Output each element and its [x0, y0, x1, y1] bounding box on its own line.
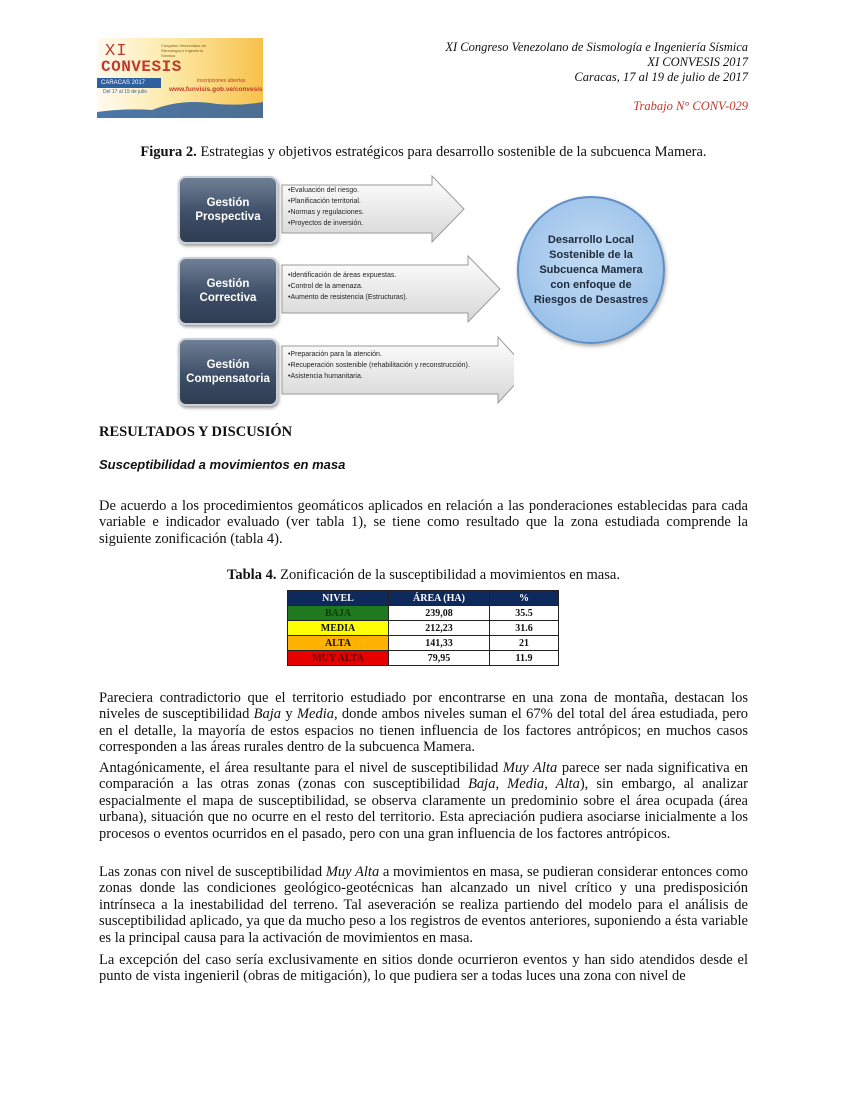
table-caption-text: Zonificación de la susceptibilidad a movimientos en masa. [276, 567, 620, 583]
figure-label: Figura 2. [140, 144, 197, 160]
pct-cell: 35.5 [490, 606, 559, 621]
text-run: y [281, 706, 297, 723]
paragraph-5: La excepción del caso sería exclusivamente en sitios donde ocurrieron eventos y han sido atendidos desde el punto de vista ingenieril (obras de mitigación), lo que pudiera ser a todas luces una zona con nivel de [99, 952, 748, 985]
paragraph-3 [99, 760, 748, 842]
text-run: ), sin embargo, al analizar espacialmente el mapa de susceptibilidad, se observa claramente un predominio sobre el área ocupada (área urbana), situación que no ocurre en el resto del territorio. Esta apreciación pudiera asociarse inicialmente a los procesos o eventos ocurridos en el pasado, pero con una gran influencia de los factores antrópicos. [99, 776, 748, 842]
logo-xi: XI [105, 42, 128, 61]
subsection-title: Susceptibilidad a movimientos en masa [99, 457, 346, 472]
table-caption [0, 567, 847, 584]
header-dates: Caracas, 17 al 19 de julio de 2017 [574, 70, 748, 84]
logo-city: CARACAS 2017 [97, 78, 161, 88]
list-compensatoria [288, 349, 470, 382]
area-cell: 212,23 [389, 621, 490, 636]
table-row [288, 651, 559, 666]
list-item: •Normas y regulaciones. [288, 209, 364, 216]
susceptibility-table [287, 590, 559, 666]
text-run-italic: Muy Alta [502, 760, 558, 776]
goal-circle [517, 196, 665, 344]
text-run: , donde ambos niveles suman el 67% del total del área estudiada, pero en el detalle, la mayoría de estos espacios no tienen influencia de los factores antrópicos; en muchos casos corresponden a las áreas rurales dentro de la subcuenca Mamera. [99, 706, 749, 756]
convesis-logo [97, 38, 263, 118]
logo-registration: Inscripciones abiertas [197, 78, 246, 84]
box-subtitle: Correctiva [199, 292, 257, 304]
box-title: Gestión [206, 278, 250, 290]
box-title: Gestión [206, 197, 250, 209]
area-cell: 79,95 [389, 651, 490, 666]
pct-cell: 21 [490, 636, 559, 651]
text-run-italic: Muy Alta [325, 864, 380, 880]
paragraph-1: De acuerdo a los procedimientos geomáticos aplicados en relación a las ponderaciones establecidas para cada variable e indicador evaluado (ver tabla 1), se tiene como resultado que la zona estudiada comprende la siguiente zonificación (tabla 4). [99, 498, 748, 547]
pct-cell: 11.9 [490, 651, 559, 666]
list-item: •Proyectos de inversión. [288, 220, 364, 227]
box-subtitle: Prospectiva [195, 211, 261, 223]
strategy-diagram [174, 172, 674, 406]
list-correctiva [288, 270, 408, 303]
section-title: RESULTADOS Y DISCUSIÓN [99, 424, 293, 440]
box-gestion-correctiva [178, 257, 278, 325]
nivel-cell: MEDIA [288, 621, 389, 636]
area-cell: 239,08 [389, 606, 490, 621]
pct-cell: 31.6 [490, 621, 559, 636]
text-run: Antagónicamente, el área resultante para el nivel de susceptibilidad [99, 760, 503, 776]
col-header-area: ÁREA (HA) [389, 591, 490, 606]
list-item: •Aumento de resistencia (Estructuras). [288, 294, 408, 301]
col-header-nivel: NIVEL [288, 591, 389, 606]
text-run-italic: Media [296, 706, 334, 723]
col-header-pct: % [490, 591, 559, 606]
paragraph-2 [99, 690, 748, 756]
box-gestion-compensatoria [178, 338, 278, 406]
text-run-italic: Baja, Media, Alta [468, 776, 580, 793]
logo-blurb: Congreso Venezolano de Sismología e Ingeniería Sísmica [161, 43, 206, 58]
box-gestion-prospectiva [178, 176, 278, 244]
nivel-cell: MUY ALTA [288, 651, 389, 666]
list-item: •Control de la amenaza. [288, 283, 363, 290]
table-row [288, 606, 559, 621]
logo-dates: Del 17 al 19 de julio [103, 89, 147, 95]
text-run-italic: Baja [253, 706, 282, 723]
list-item: •Recuperación sostenible (rehabilitación y reconstrucción). [288, 362, 470, 369]
goal-text: Desarrollo Local Sostenible de la Subcuenca Mamera con enfoque de Riesgos de Desastres [533, 233, 649, 306]
text-run: Pareciera contradictorio que el territorio estudiado por encontrarse en una zona de montaña, destacan los niveles de susceptibilidad [99, 690, 748, 723]
list-item: •Planificación territorial. [288, 198, 361, 205]
table-row [288, 636, 559, 651]
list-prospectiva [288, 185, 364, 229]
text-run: parece ser nada significativa en comparación a las otras zonas (zonas con susceptibilidad [99, 760, 748, 793]
mountain-icon [97, 96, 263, 118]
table-header-row [288, 591, 559, 606]
box-subtitle: Compensatoria [186, 373, 270, 385]
header-congress: XI Congreso Venezolano de Sismología e Ingeniería Sísmica [445, 40, 748, 54]
header-edition: XI CONVESIS 2017 [647, 55, 748, 69]
area-cell: 141,33 [389, 636, 490, 651]
nivel-cell: ALTA [288, 636, 389, 651]
figure-caption-text: Estrategias y objetivos estratégicos para desarrollo sostenible de la subcuenca Mamera. [196, 144, 707, 160]
text-run: Las zonas con nivel de susceptibilidad [99, 864, 326, 880]
page-header [445, 40, 748, 114]
list-item: •Identificación de áreas expuestas. [288, 272, 397, 279]
figure-caption [0, 144, 847, 161]
text-run: a movimientos en masa, se pudieran considerar entonces como zonas donde las condiciones geológico-geotécnicas han alcanzado un nivel crítico y una predisposición intrínseca a la inestabilidad del terreno. Tal aseveración se realiza partiendo del modelo para el análisis de susceptibilidad aplicado, ya que da mucho peso a los registros de eventos anteriores, suponiendo a ésta variable es la principal causa para la activación de movimientos en masa. [99, 864, 748, 946]
list-item: •Evaluación del riesgo. [288, 187, 359, 194]
header-work-number: Trabajo N° CONV-029 [633, 99, 748, 113]
logo-convesis: CONVESIS [101, 58, 182, 76]
logo-url: www.funvisis.gob.ve/convesis [169, 86, 263, 93]
paragraph-4 [99, 864, 748, 946]
table-label: Tabla 4. [227, 567, 277, 583]
table-row [288, 621, 559, 636]
list-item: •Asistencia humanitaria. [288, 373, 363, 380]
nivel-cell: BAJA [288, 606, 389, 621]
list-item: •Preparación para la atención. [288, 351, 382, 358]
box-title: Gestión [206, 359, 250, 371]
